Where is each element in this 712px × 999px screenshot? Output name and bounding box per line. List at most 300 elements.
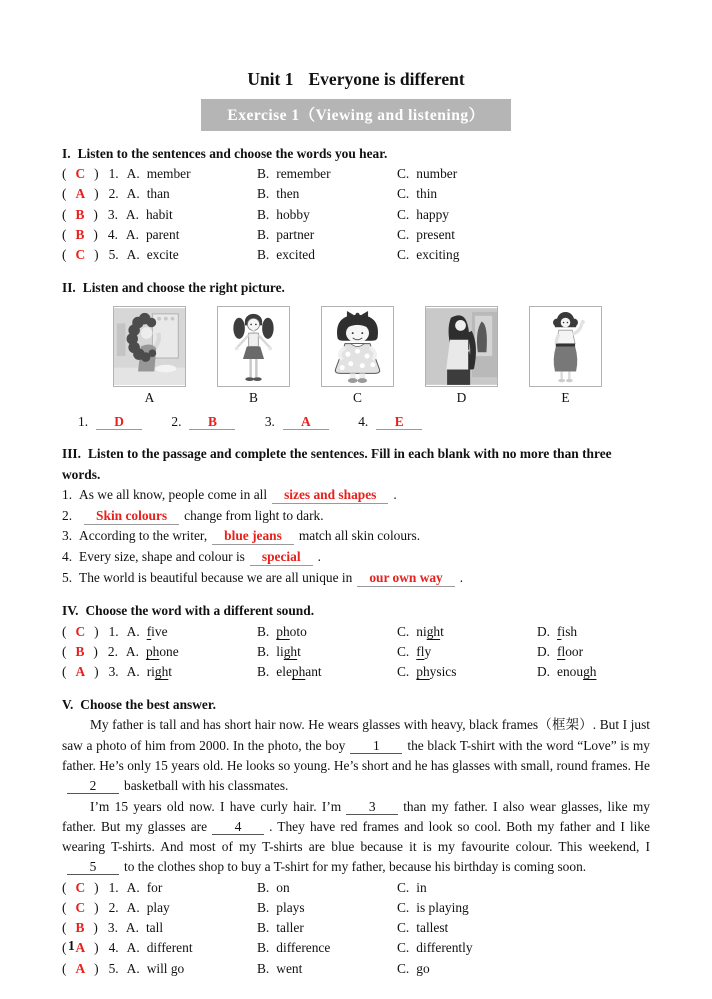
question-number: 4. <box>107 226 118 242</box>
answer-number: 3. <box>264 414 275 430</box>
word-part: y <box>424 643 432 659</box>
picture-a <box>113 306 186 387</box>
option-letter-a: A. <box>126 879 140 895</box>
picture-answer-row <box>78 413 650 431</box>
answer-letter: A <box>75 940 86 956</box>
question-number: 3. <box>107 920 118 936</box>
word-part-underlined: gh <box>583 663 597 679</box>
paren-close: ) <box>94 623 99 639</box>
option-c: present <box>416 226 455 242</box>
picture-e <box>529 306 602 387</box>
word-part: oor <box>565 643 584 659</box>
cell-c <box>397 642 537 662</box>
item-pre: The world is beautiful because we are all unique in <box>79 569 353 585</box>
cell-c <box>397 938 650 958</box>
option-a-word <box>147 624 168 639</box>
option-a: for <box>146 879 163 895</box>
option-a: play <box>146 899 170 915</box>
option-letter-a: A. <box>126 940 140 956</box>
cell-c <box>397 205 650 225</box>
option-letter-c: C. <box>397 920 410 936</box>
section1-heading <box>62 144 650 164</box>
word-part: ive <box>151 623 168 639</box>
option-b-word <box>276 644 301 659</box>
passage-paragraph-1 <box>62 715 650 796</box>
question-number: 3. <box>108 663 119 679</box>
option-a-word <box>147 664 172 679</box>
section5-numeral: V. <box>62 697 74 713</box>
mc-row-s4-3 <box>62 662 650 682</box>
paren-open: ( <box>62 643 67 659</box>
option-a: member <box>146 166 191 182</box>
question-number: 2. <box>108 899 119 915</box>
passage-paragraph-2 <box>62 797 650 878</box>
option-b: taller <box>276 920 304 936</box>
fill-item-1 <box>62 485 650 506</box>
mc-row-s5-2 <box>62 898 650 918</box>
passage-blank-5: 5 <box>67 859 119 875</box>
paren-close: ) <box>94 247 99 263</box>
cell-c <box>397 959 650 979</box>
answer-blank: E <box>376 414 422 430</box>
picture-c <box>321 306 394 387</box>
option-a: parent <box>145 226 180 242</box>
option-letter-a: A. <box>126 899 140 915</box>
mc-row-s1-4 <box>62 225 650 245</box>
picture-label-d: D <box>456 390 467 406</box>
section5-heading-text: Choose the best answer. <box>80 697 216 713</box>
answer-blank: D <box>96 414 142 430</box>
option-c-word <box>416 664 456 679</box>
paren-open: ( <box>62 166 67 182</box>
thin-girl-with-pigtails-illustration <box>218 307 289 386</box>
word-part-underlined: ph <box>416 663 430 679</box>
answer-letter: B <box>75 920 85 936</box>
paren-close: ) <box>93 920 98 936</box>
word-part-underlined: fl <box>557 643 566 659</box>
option-letter-b: B. <box>257 960 270 976</box>
cell-b <box>257 622 397 642</box>
answer-letter: C <box>75 879 86 895</box>
paren-open: ( <box>62 206 67 222</box>
answer-letter: A <box>75 186 86 202</box>
paren-close: ) <box>93 206 98 222</box>
option-c: exciting <box>416 247 460 263</box>
option-letter-d: D. <box>537 663 551 679</box>
paren-close: ) <box>94 940 99 956</box>
option-letter-b: B. <box>257 166 270 182</box>
cell-b <box>257 184 397 204</box>
unit-title <box>62 68 650 90</box>
option-letter-c: C. <box>397 206 410 222</box>
cell-b <box>257 662 397 682</box>
word-part: ysics <box>429 663 457 679</box>
option-letter-c: C. <box>397 663 410 679</box>
option-letter-b: B. <box>257 920 270 936</box>
answer-letter: C <box>75 247 86 263</box>
mc-row-s4-1 <box>62 622 650 642</box>
cell-b <box>257 878 397 898</box>
cell-answer-a <box>62 225 257 245</box>
option-letter-b: B. <box>257 623 270 639</box>
cell-c <box>397 245 650 265</box>
passage-text: the black T-shirt with the word “Love” is my father. He’s only 15 years old. He looks so young. He’s short and he has glasses with small, round frames. He <box>62 737 651 773</box>
cell-answer-a <box>62 878 257 898</box>
option-letter-b: B. <box>257 247 270 263</box>
passage-text: I’m 15 years old now. I have curly hair. I’m <box>90 798 342 814</box>
paren-open: ( <box>62 879 67 895</box>
question-number: 1. <box>108 166 119 182</box>
item-post: match all skin colours. <box>298 528 421 544</box>
fill-blank-answer: blue jeans <box>212 528 294 545</box>
question-number: 3. <box>107 206 118 222</box>
mc-row-s4-2 <box>62 642 650 662</box>
word-part-underlined: f <box>557 623 562 639</box>
option-letter-a: A. <box>126 247 140 263</box>
option-letter-b: B. <box>257 899 270 915</box>
option-letter-c: C. <box>397 879 410 895</box>
question-number: 5. <box>108 960 119 976</box>
option-c: number <box>416 166 458 182</box>
option-b-word <box>276 624 307 639</box>
option-letter-b: B. <box>257 879 270 895</box>
word-part: ant <box>305 663 322 679</box>
item-number: 5. <box>62 569 73 585</box>
cell-c <box>397 662 537 682</box>
mc-row-s5-3 <box>62 918 650 938</box>
mc-row-s1-3 <box>62 205 650 225</box>
word-part: enou <box>557 663 584 679</box>
question-number: 1. <box>108 623 119 639</box>
word-part-underlined: ph <box>145 643 160 659</box>
exercise-banner: Exercise 1（Viewing and listening） <box>201 99 510 131</box>
answer-letter: A <box>75 663 86 679</box>
option-letter-c: C. <box>397 960 410 976</box>
cell-b <box>257 959 397 979</box>
section3-numeral: III. <box>62 446 81 462</box>
cell-answer-a <box>62 918 257 938</box>
picture-label-a: A <box>144 390 155 406</box>
option-letter-c: C. <box>397 899 410 915</box>
option-a: tall <box>145 920 164 936</box>
passage-text: basketball with his classmates. <box>124 778 289 794</box>
section3-heading-text: Listen to the passage and complete the sentences. Fill in each blank with no more than three words. <box>62 446 612 482</box>
option-a-word <box>146 644 179 659</box>
paren-close: ) <box>94 960 99 976</box>
word-part-underlined: gh <box>154 663 169 679</box>
cell-b <box>257 205 397 225</box>
item-number: 2. <box>62 507 73 523</box>
option-letter-a: A. <box>125 643 139 659</box>
word-part: t <box>168 663 172 679</box>
cell-answer-a <box>62 245 257 265</box>
item-number: 1. <box>62 486 73 502</box>
option-b: went <box>276 960 303 976</box>
word-part-underlined: gh <box>426 623 441 639</box>
option-c: tallest <box>416 920 449 936</box>
chubby-girl-polka-dot-dress-illustration <box>322 307 393 386</box>
option-letter-d: D. <box>537 643 551 659</box>
paren-open: ( <box>62 899 67 915</box>
cell-d <box>537 622 650 642</box>
cell-c <box>397 622 537 642</box>
section1-numeral: I. <box>62 146 71 161</box>
mc-row-s1-2 <box>62 184 650 204</box>
cell-b <box>257 898 397 918</box>
unit-title-text: Everyone is different <box>308 69 465 89</box>
answer-letter: B <box>75 206 85 222</box>
option-letter-c: C. <box>397 186 410 202</box>
word-part-underlined: fl <box>416 643 425 659</box>
section2-heading-text: Listen and choose the right picture. <box>82 280 285 296</box>
option-c: thin <box>416 186 438 202</box>
cell-answer-a <box>62 642 257 662</box>
word-part: ri <box>146 663 155 679</box>
option-letter-b: B. <box>257 940 270 956</box>
option-letter-a: A. <box>125 206 139 222</box>
question-number: 5. <box>108 247 119 263</box>
option-c: in <box>416 879 427 895</box>
option-b: then <box>276 186 300 202</box>
option-b: hobby <box>276 206 310 222</box>
option-letter-b: B. <box>257 643 270 659</box>
answer-letter: C <box>75 899 86 915</box>
word-part-underlined: ph <box>291 663 306 679</box>
cell-d <box>537 662 650 682</box>
option-c: happy <box>416 206 450 222</box>
word-part-underlined: gh <box>283 643 298 659</box>
passage-text: . They have red frames and look so cool. Both my father and I like wearing T-shirts. And most of my T-shirts are blue because it is my favourite colour. This weekend, I <box>62 818 650 855</box>
cell-c <box>397 184 650 204</box>
section4-numeral: IV. <box>62 603 79 619</box>
option-a: different <box>146 940 193 956</box>
option-b: remember <box>276 166 331 182</box>
item-pre: As we all know, people come in all <box>79 486 268 502</box>
option-c-word <box>416 624 444 639</box>
cell-b <box>257 164 397 184</box>
word-part: ish <box>561 623 578 639</box>
word-part: t <box>297 643 301 659</box>
option-letter-b: B. <box>257 226 270 242</box>
option-c: go <box>416 960 430 976</box>
paren-close: ) <box>93 226 98 242</box>
paren-open: ( <box>62 920 67 936</box>
paren-open: ( <box>62 623 67 639</box>
cell-d <box>537 642 650 662</box>
paren-close: ) <box>94 899 99 915</box>
option-letter-c: C. <box>397 226 410 242</box>
option-letter-c: C. <box>397 623 410 639</box>
picture-label-e: E <box>561 390 570 406</box>
cell-c <box>397 225 650 245</box>
answer-blank: A <box>283 414 329 430</box>
cell-answer-a <box>62 662 257 682</box>
option-letter-b: B. <box>257 663 270 679</box>
section4-heading-text: Choose the word with a different sound. <box>85 603 315 619</box>
section2-numeral: II. <box>62 280 76 296</box>
option-letter-a: A. <box>126 166 140 182</box>
picture-row <box>113 306 650 387</box>
option-letter-a: A. <box>126 623 140 639</box>
fill-blank-answer: our own way <box>357 570 454 587</box>
option-a: excite <box>146 247 179 263</box>
word-part: t <box>440 623 444 639</box>
option-letter-c: C. <box>397 247 410 263</box>
item-post: . <box>317 548 321 564</box>
cell-b <box>257 938 397 958</box>
option-a: habit <box>145 206 173 222</box>
word-part: li <box>276 643 284 659</box>
option-letter-a: A. <box>126 186 140 202</box>
paren-open: ( <box>62 960 67 976</box>
cell-answer-a <box>62 938 257 958</box>
cell-c <box>397 878 650 898</box>
curly-hair-woman-at-mirror-illustration <box>114 307 185 386</box>
option-letter-a: A. <box>126 960 140 976</box>
fill-item-4 <box>62 547 650 568</box>
passage-text: to the clothes shop to buy a T-shirt for my father, because his birthday is coming soon. <box>124 859 587 875</box>
mc-row-s1-1 <box>62 164 650 184</box>
cell-answer-a <box>62 959 257 979</box>
mc-row-s1-5 <box>62 245 650 265</box>
option-d-word <box>557 664 596 679</box>
option-letter-b: B. <box>257 206 270 222</box>
page-number: 1 <box>68 938 75 953</box>
item-pre: According to the writer, <box>79 528 208 544</box>
cell-b <box>257 225 397 245</box>
cell-answer-a <box>62 622 257 642</box>
option-b: excited <box>276 247 315 263</box>
cell-b <box>257 642 397 662</box>
cell-c <box>397 918 650 938</box>
cell-answer-a <box>62 898 257 918</box>
item-post: change from light to dark. <box>184 507 324 523</box>
paren-open: ( <box>62 226 67 242</box>
paren-open: ( <box>62 247 67 263</box>
mc-row-s5-1 <box>62 878 650 898</box>
picture-label-b: B <box>249 390 258 406</box>
option-d-word <box>557 644 583 659</box>
question-number: 2. <box>107 643 118 659</box>
item-post: . <box>459 569 464 585</box>
item-pre: Every size, shape and colour is <box>79 548 245 564</box>
word-part-underlined: ph <box>276 623 290 639</box>
section3-heading <box>62 444 650 484</box>
paren-close: ) <box>93 643 98 659</box>
long-straight-hair-woman-combing-illustration <box>426 307 497 386</box>
option-letter-d: D. <box>537 623 551 639</box>
fill-item-3 <box>62 526 650 547</box>
option-letter-c: C. <box>397 940 410 956</box>
picture-b <box>217 306 290 387</box>
fill-item-2 <box>62 506 650 527</box>
item-post: . <box>393 486 397 502</box>
option-b: plays <box>276 899 305 915</box>
paren-close: ) <box>94 166 99 182</box>
unit-title-number: Unit 1 <box>247 69 294 89</box>
cell-c <box>397 164 650 184</box>
question-number: 1. <box>108 879 119 895</box>
option-letter-c: C. <box>397 643 410 659</box>
answer-number: 2. <box>171 414 182 430</box>
word-part: one <box>159 643 179 659</box>
cell-answer-a <box>62 205 257 225</box>
passage-text: than my father. I also wear glasses, like my father. But my glasses are <box>62 798 650 834</box>
paren-close: ) <box>94 186 99 202</box>
option-letter-b: B. <box>257 186 270 202</box>
option-c: is playing <box>416 899 469 915</box>
section1-heading-text: Listen to the sentences and choose the words you hear. <box>77 146 388 161</box>
section2-heading <box>62 278 650 298</box>
answer-letter: B <box>75 643 85 659</box>
option-letter-c: C. <box>397 166 410 182</box>
exercise-banner-row <box>62 99 650 131</box>
passage-blank-3: 3 <box>346 799 398 815</box>
item-number: 3. <box>62 528 73 544</box>
mc-row-s5-4 <box>62 938 650 958</box>
section5-heading <box>62 695 650 715</box>
cell-b <box>257 245 397 265</box>
fill-blank-answer: Skin colours <box>84 508 179 525</box>
option-c: differently <box>416 940 473 956</box>
word-part: ni <box>416 623 427 639</box>
paren-open: ( <box>62 940 67 956</box>
passage-blank-1: 1 <box>350 738 402 754</box>
item-number: 4. <box>62 548 73 564</box>
option-c-word <box>416 644 431 659</box>
option-a: will go <box>146 960 185 976</box>
standing-woman-waving-illustration <box>530 307 601 386</box>
question-number: 2. <box>108 186 119 202</box>
answer-letter: C <box>75 166 86 182</box>
passage-blank-2: 2 <box>67 778 119 794</box>
answer-number: 4. <box>358 414 369 430</box>
picture-d <box>425 306 498 387</box>
option-b-word <box>276 664 321 679</box>
paren-open: ( <box>62 186 67 202</box>
answer-letter: C <box>75 623 86 639</box>
option-d-word <box>557 624 577 639</box>
answer-letter: A <box>75 960 86 976</box>
option-a: than <box>146 186 170 202</box>
cell-c <box>397 898 650 918</box>
fill-item-5 <box>62 568 650 589</box>
word-part-underlined: f <box>146 623 152 639</box>
option-b: on <box>276 879 290 895</box>
cell-answer-a <box>62 184 257 204</box>
fill-blank-answer: sizes and shapes <box>272 487 388 504</box>
paren-close: ) <box>94 663 99 679</box>
option-b: difference <box>276 940 331 956</box>
cell-b <box>257 918 397 938</box>
answer-letter: B <box>75 226 85 242</box>
paren-open: ( <box>62 663 67 679</box>
cell-answer-a <box>62 164 257 184</box>
option-letter-a: A. <box>126 663 140 679</box>
section4-heading <box>62 601 650 621</box>
paren-close: ) <box>94 879 99 895</box>
option-letter-a: A. <box>125 920 139 936</box>
option-letter-a: A. <box>125 226 139 242</box>
word-part: oto <box>289 623 307 639</box>
option-b: partner <box>276 226 315 242</box>
word-part: ele <box>276 663 292 679</box>
question-number: 4. <box>108 940 119 956</box>
fill-blank-answer: special <box>250 549 313 566</box>
answer-number: 1. <box>78 414 89 430</box>
mc-row-s5-5 <box>62 959 650 979</box>
answer-blank: B <box>189 414 235 430</box>
